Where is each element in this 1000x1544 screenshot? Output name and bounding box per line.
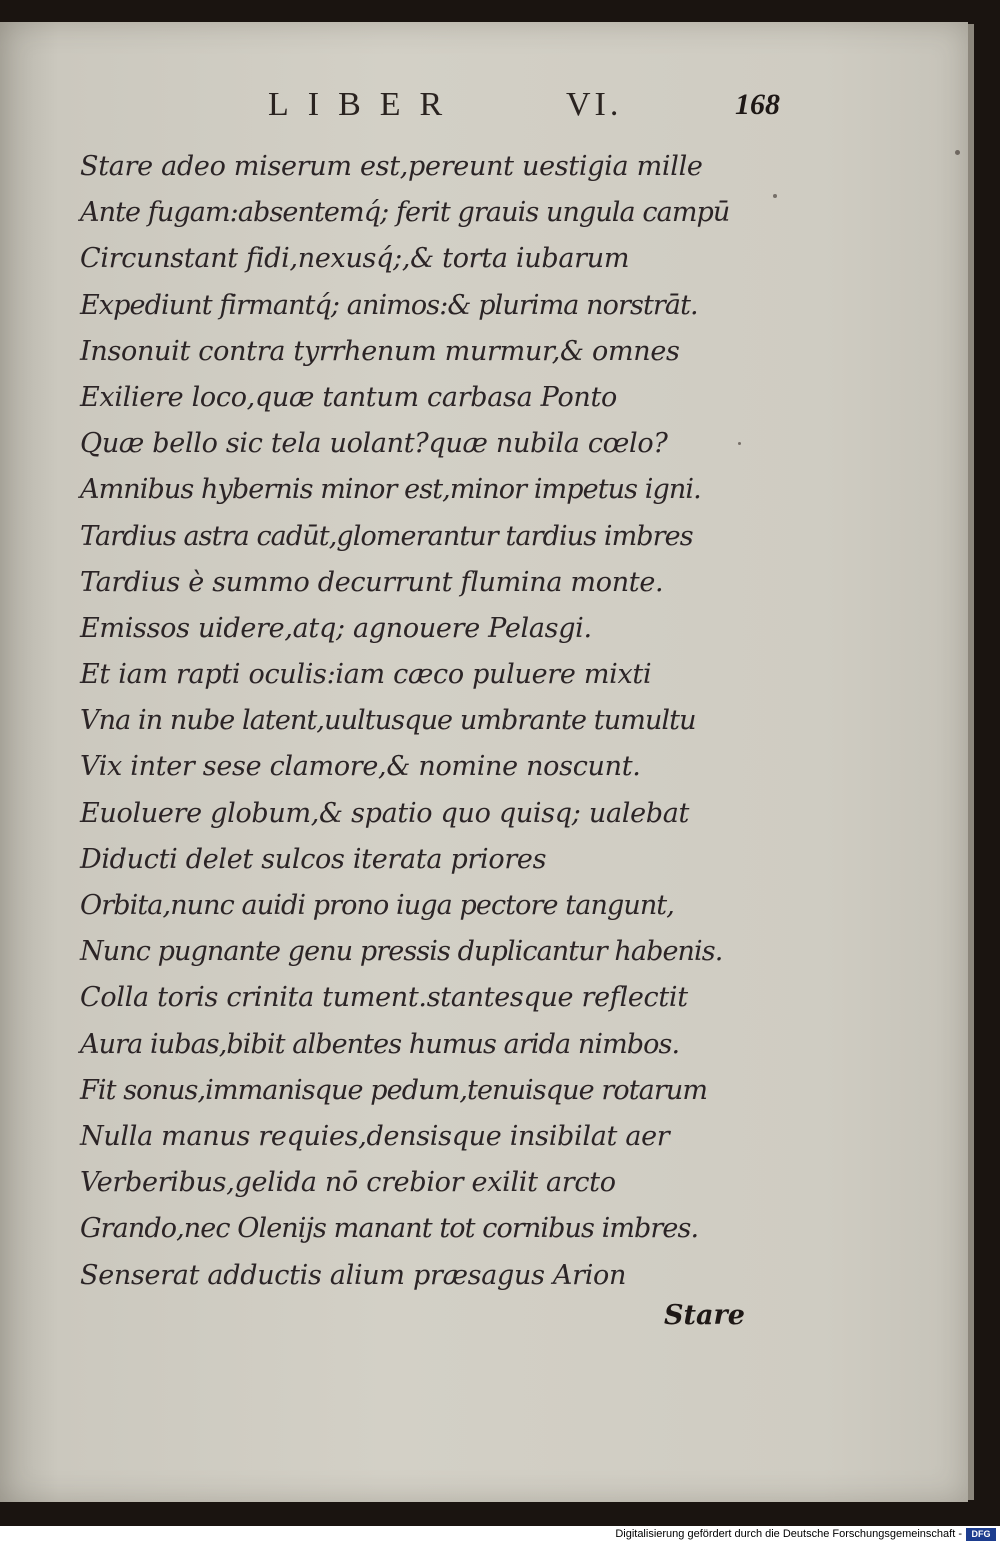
verse-line: Circunstant fidi,nexusq́;,& torta iubarum <box>80 243 630 275</box>
verse-line: Exiliere loco,quæ tantum carbasa Ponto <box>80 381 617 413</box>
verse-line: Stare adeo miserum est,pereunt uestigia mille <box>80 151 703 182</box>
verse-line: Grando,nec Olenijs manant tot cornibus imbres. <box>80 1213 699 1245</box>
verse-line: Et iam rapti oculis:iam cæco puluere mixti <box>80 659 652 691</box>
verse-line: Expediunt firmantq́; animos:& plurima norstrāt. <box>80 289 698 321</box>
verse-line: Vna in nube latent,uultusque umbrante tumultu <box>80 705 696 737</box>
verse-line: Quæ bello sic tela uolant?quæ nubila cœlo? <box>80 428 668 460</box>
page-number: 168 <box>735 88 780 121</box>
verse-line: Verberibus,gelida nō crebior exilit arcto <box>80 1167 616 1199</box>
verse-line: Ante fugam:absentemq́; ferit grauis ungula campū <box>80 197 730 229</box>
verse-line: Nunc pugnante genu pressis duplicantur habenis. <box>80 936 723 968</box>
verse-line: Insonuit contra tyrrhenum murmur,& omnes <box>80 335 680 367</box>
ink-speck <box>773 194 777 198</box>
book-number: VI. <box>566 86 623 123</box>
verse-line: Euoluere globum,& spatio quo quisq; ualebat <box>80 797 690 829</box>
running-head: LIBER <box>268 86 462 123</box>
dfg-logo: DFG <box>966 1528 996 1541</box>
verse-line: Amnibus hybernis minor est,minor impetus igni. <box>80 474 701 506</box>
ink-speck <box>955 150 960 155</box>
verse-line: Vix inter sese clamore,& nomine noscunt. <box>80 751 641 783</box>
verse-line: Orbita,nunc auidi prono iuga pectore tangunt, <box>80 890 674 921</box>
verse-line: Nulla manus requies,densisque insibilat aer <box>80 1120 670 1152</box>
verse-line: Senserat adductis alium præsagus Arion <box>80 1259 627 1291</box>
page-header <box>0 86 968 136</box>
verse-line: Tardius è summo decurrunt flumina monte. <box>80 566 664 598</box>
verse-block <box>80 144 840 1299</box>
ink-speck <box>738 442 741 445</box>
verse-line: Diducti delet sulcos iterata priores <box>80 843 547 875</box>
verse-line: Colla toris crinita tument.stantesque reflectit <box>80 982 688 1014</box>
catchword: Stare <box>664 1300 745 1331</box>
footer-bar <box>0 1526 1000 1544</box>
verse-line: Fit sonus,immanisque pedum,tenuisque rotarum <box>80 1074 708 1106</box>
verse-line: Emissos uidere,atq; agnouere Pelasgi. <box>80 612 592 644</box>
page-edge <box>968 24 974 1500</box>
verse-line: Tardius astra cadūt,glomerantur tardius imbres <box>80 520 693 552</box>
funding-credit: Digitalisierung gefördert durch die Deutsche Forschungsgemeinschaft - <box>615 1528 962 1540</box>
verse-line: Aura iubas,bibit albentes humus arida nimbos. <box>80 1028 680 1060</box>
book-page <box>0 22 968 1502</box>
